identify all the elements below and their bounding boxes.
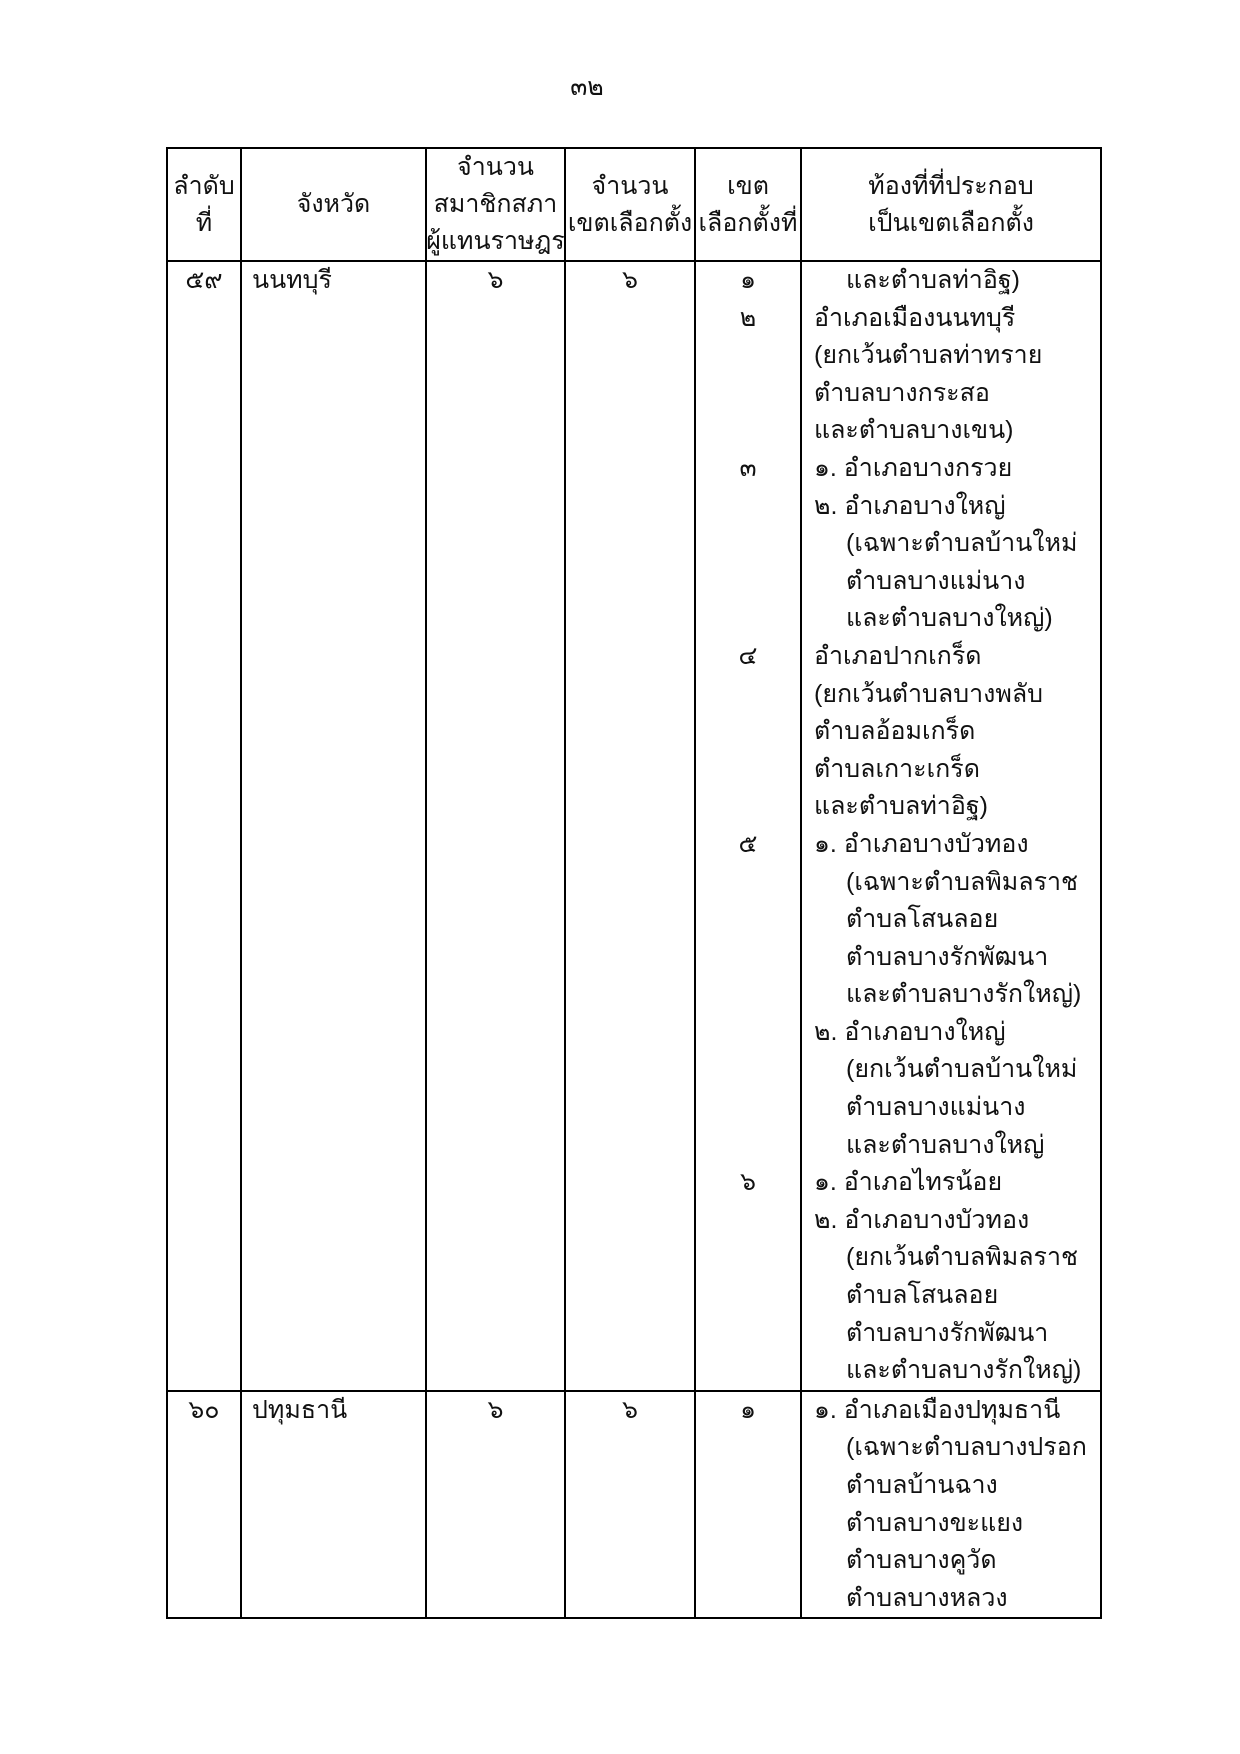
locality-line: และตำบลบางรักใหญ่) — [846, 980, 1082, 1009]
district-no-spacer — [696, 1580, 800, 1618]
header-locality — [801, 148, 1101, 261]
locality-line: ๑. อำเภอเมืองปทุมธานี — [814, 1395, 1061, 1424]
page-number: ๓๒ — [570, 73, 604, 101]
header-district-count-line2: เขตเลือกตั้ง — [567, 208, 693, 237]
district-no-spacer — [696, 1542, 800, 1580]
district-no-spacer — [696, 864, 800, 902]
header-mp-count-line3: ผู้แทนราษฎร — [426, 227, 565, 255]
district-no-spacer — [696, 488, 800, 526]
locality-line: ๒. อำเภอบางบัวทอง — [814, 1205, 1030, 1234]
district-no-spacer — [696, 939, 800, 977]
locality-line: ๑. อำเภอบางกรวย — [814, 453, 1013, 482]
locality-line: ตำบลบางแม่นาง — [846, 1093, 1026, 1122]
cell-locality — [801, 261, 1101, 1391]
cell-district-no — [695, 261, 801, 1391]
header-order — [167, 148, 241, 261]
district-no-spacer — [696, 788, 800, 826]
locality-line: และตำบลบางเขน) — [814, 416, 1014, 445]
district-no: ๑ — [740, 266, 756, 294]
district-no: ๓ — [739, 453, 757, 482]
locality-line: ตำบลบางคูวัด — [846, 1546, 997, 1575]
locality-line: ตำบลบางรักพัฒนา — [846, 942, 1049, 971]
locality-line: (ยกเว้นตำบลบางพลับ — [814, 679, 1044, 708]
locality-line: และตำบลท่าอิฐ) — [846, 266, 1020, 294]
district-no-spacer — [696, 1014, 800, 1052]
locality-line: และตำบลบางใหญ่ — [846, 1130, 1045, 1159]
district-no-spacer — [696, 412, 800, 450]
cell-district-no — [695, 1391, 801, 1619]
locality-line: ตำบลบ้านฉาง — [846, 1471, 998, 1499]
cell-mp-count-value: ๖ — [487, 266, 504, 294]
cell-district-count-value: ๖ — [622, 1395, 638, 1424]
locality-line: ตำบลโสนลอย — [846, 1281, 999, 1310]
district-no-spacer — [696, 1467, 800, 1505]
locality-line: (เฉพาะตำบลพิมลราช — [846, 867, 1079, 896]
district-no-spacer — [696, 1505, 800, 1543]
locality-line: ตำบลบางรักพัฒนา — [846, 1318, 1049, 1347]
district-no-spacer — [696, 976, 800, 1014]
locality-line: อำเภอเมืองนนทบุรี — [814, 303, 1016, 332]
header-province — [241, 148, 426, 261]
locality-line: (เฉพาะตำบลบางปรอก — [846, 1433, 1087, 1462]
district-no: ๕ — [738, 829, 758, 858]
header-district-no — [695, 148, 801, 261]
header-district-count-line1: จำนวน — [591, 171, 669, 200]
header-mp-count — [426, 148, 565, 261]
district-no-spacer — [696, 337, 800, 375]
locality-line: และตำบลบางใหญ่) — [846, 604, 1053, 633]
district-no-spacer — [696, 1429, 800, 1467]
locality-line: ๑. อำเภอไทรน้อย — [814, 1168, 1003, 1197]
district-no-spacer — [696, 1239, 800, 1277]
district-no: ๒ — [739, 303, 757, 332]
header-mp-count-line2: สมาชิกสภา — [433, 190, 558, 218]
locality-line: ตำบลเกาะเกร็ด — [814, 754, 980, 783]
cell-order — [167, 1391, 241, 1619]
district-no-spacer — [696, 1051, 800, 1089]
header-province-label: จังหวัด — [296, 190, 371, 218]
locality-line: อำเภอปากเกร็ด — [814, 641, 982, 670]
cell-mp-count — [426, 1391, 565, 1619]
table-header — [167, 148, 1101, 261]
locality-line: ตำบลบางแม่นาง — [846, 566, 1026, 595]
header-row — [167, 148, 1101, 261]
district-no-spacer — [696, 713, 800, 751]
cell-order-value: ๕๙ — [185, 266, 223, 294]
table-row — [167, 261, 1101, 1391]
district-no-spacer — [696, 525, 800, 563]
locality-line: ตำบลบางหลวง — [846, 1583, 1008, 1612]
district-no: ๔ — [738, 641, 758, 670]
district-no-spacer — [696, 375, 800, 413]
header-order-line2: ที่ — [195, 208, 213, 237]
locality-line: (ยกเว้นตำบลบ้านใหม่ — [846, 1055, 1078, 1084]
cell-locality — [801, 1391, 1101, 1619]
table-row — [167, 1391, 1101, 1619]
locality-line: ตำบลอ้อมเกร็ด — [814, 717, 976, 746]
cell-province — [241, 261, 426, 1391]
cell-mp-count — [426, 261, 565, 1391]
cell-province-value: ปทุมธานี — [252, 1395, 348, 1424]
cell-province — [241, 1391, 426, 1619]
cell-order — [167, 261, 241, 1391]
district-no-spacer — [696, 563, 800, 601]
district-no-spacer — [696, 1277, 800, 1315]
district-no-spacer — [696, 676, 800, 714]
header-order-line1: ลำดับ — [173, 171, 235, 200]
cell-district-count — [565, 261, 695, 1391]
locality-line: ตำบลบางกระสอ — [814, 378, 990, 407]
constituency-table — [166, 147, 1102, 1619]
cell-district-count — [565, 1391, 695, 1619]
district-no: ๑ — [740, 1395, 756, 1424]
district-no-spacer — [696, 1352, 800, 1390]
header-mp-count-line1: จำนวน — [457, 153, 534, 181]
district-no-spacer — [696, 1202, 800, 1240]
district-no-spacer — [696, 1127, 800, 1165]
header-district-count — [565, 148, 695, 261]
locality-line: และตำบลบางรักใหญ่) — [846, 1356, 1082, 1385]
locality-line: ๒. อำเภอบางใหญ่ — [814, 491, 1006, 520]
locality-line: (ยกเว้นตำบลพิมลราช — [846, 1243, 1078, 1272]
district-no-spacer — [696, 751, 800, 789]
cell-province-value: นนทบุรี — [252, 266, 332, 294]
header-district-no-line2: เลือกตั้งที่ — [698, 208, 798, 237]
district-no-spacer — [696, 901, 800, 939]
table-body — [167, 261, 1101, 1618]
locality-line: และตำบลท่าอิฐ) — [814, 792, 988, 821]
header-locality-line2: เป็นเขตเลือกตั้ง — [868, 208, 1034, 237]
locality-line: ๑. อำเภอบางบัวทอง — [814, 829, 1029, 858]
locality-line: (เฉพาะตำบลบ้านใหม่ — [846, 529, 1078, 558]
locality-line: (ยกเว้นตำบลท่าทราย — [814, 341, 1043, 370]
district-no: ๖ — [740, 1168, 756, 1197]
header-locality-line1: ท้องที่ที่ประกอบ — [868, 171, 1034, 200]
district-no-spacer — [696, 1315, 800, 1353]
cell-mp-count-value: ๖ — [487, 1395, 504, 1424]
cell-district-count-value: ๖ — [622, 266, 638, 294]
district-no-spacer — [696, 600, 800, 638]
header-district-no-line1: เขต — [727, 171, 769, 200]
locality-line: ตำบลโสนลอย — [846, 905, 999, 934]
cell-order-value: ๖๐ — [188, 1395, 220, 1424]
locality-line: ๒. อำเภอบางใหญ่ — [814, 1017, 1006, 1046]
locality-line: ตำบลบางขะแยง — [846, 1508, 1024, 1537]
district-no-spacer — [696, 1089, 800, 1127]
